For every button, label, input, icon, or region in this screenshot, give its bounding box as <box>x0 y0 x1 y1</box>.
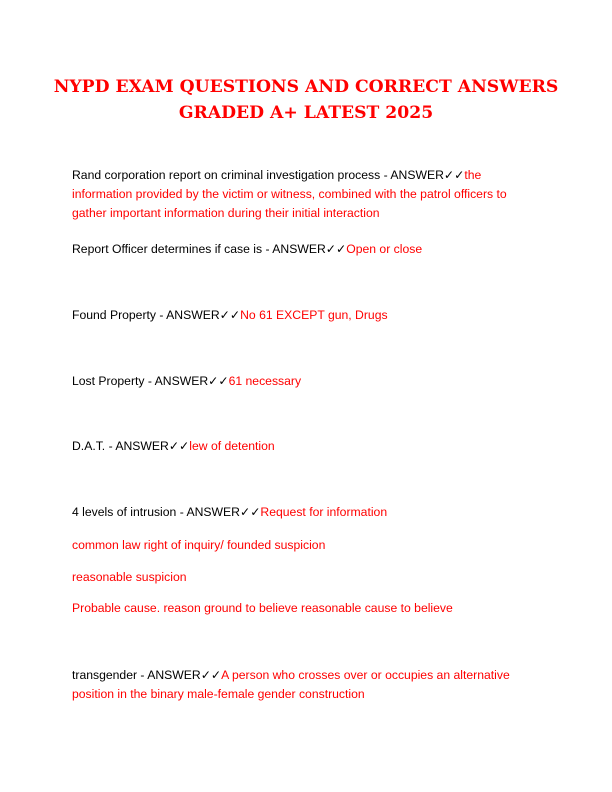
question-text: transgender - <box>72 668 148 682</box>
answer-marker: ANSWER <box>390 168 444 182</box>
question-text: Lost Property - <box>72 374 155 388</box>
answer-text: A person who crosses over or occupies an alternative position in the binary male-female gender construction <box>72 668 510 701</box>
answer-marker: ANSWER <box>166 308 220 322</box>
title-line-1: NYPD EXAM QUESTIONS AND CORRECT ANSWERS <box>53 77 559 97</box>
answer-text: lew of detention <box>189 439 275 453</box>
double-check-icon: ✓✓ <box>168 439 190 453</box>
qa-item-transgender <box>72 666 542 704</box>
question-text: Rand corporation report on criminal investigation process - <box>72 168 391 182</box>
question-text: Report Officer determines if case is - <box>72 242 273 256</box>
qa-item-report-officer <box>72 240 542 259</box>
answer-continuation: reasonable suspicion <box>72 570 187 584</box>
double-check-icon: ✓✓ <box>239 505 261 519</box>
answer-marker: ANSWER <box>154 374 209 388</box>
answer-text: the information provided by the victim or witness, combined with the patrol officers to gather important information during their initial interaction <box>72 168 507 220</box>
answer-text: 61 necessary <box>228 374 302 388</box>
answer-marker: ANSWER <box>115 439 169 453</box>
double-check-icon: ✓✓ <box>208 374 229 388</box>
qa-item-levels-of-intrusion <box>72 503 542 522</box>
document-title <box>40 74 572 126</box>
qa-item-rand-report <box>72 166 542 223</box>
answer-text: Request for information <box>260 505 388 519</box>
answer-text: Open or close <box>346 242 423 256</box>
answer-marker: ANSWER <box>186 505 240 519</box>
answer-text: No 61 EXCEPT gun, Drugs <box>240 308 388 322</box>
question-text: 4 levels of intrusion - <box>72 505 187 519</box>
double-check-icon: ✓✓ <box>325 242 347 256</box>
double-check-icon: ✓✓ <box>219 308 241 322</box>
answer-marker: ANSWER <box>147 668 201 682</box>
question-text: Found Property - <box>72 308 167 322</box>
qa-item-lost-property <box>72 372 542 391</box>
double-check-icon: ✓✓ <box>443 168 465 182</box>
question-text: D.A.T. - <box>72 439 116 453</box>
answer-continuation: Probable cause. reason ground to believe reasonable cause to believe <box>72 601 453 615</box>
qa-item-found-property <box>72 306 542 325</box>
qa-item-dat <box>72 437 542 456</box>
answer-marker: ANSWER <box>272 242 326 256</box>
double-check-icon: ✓✓ <box>200 668 222 682</box>
title-line-2: GRADED A+ LATEST 2025 <box>178 103 434 123</box>
answer-continuation: common law right of inquiry/ founded suspicion <box>72 538 326 552</box>
